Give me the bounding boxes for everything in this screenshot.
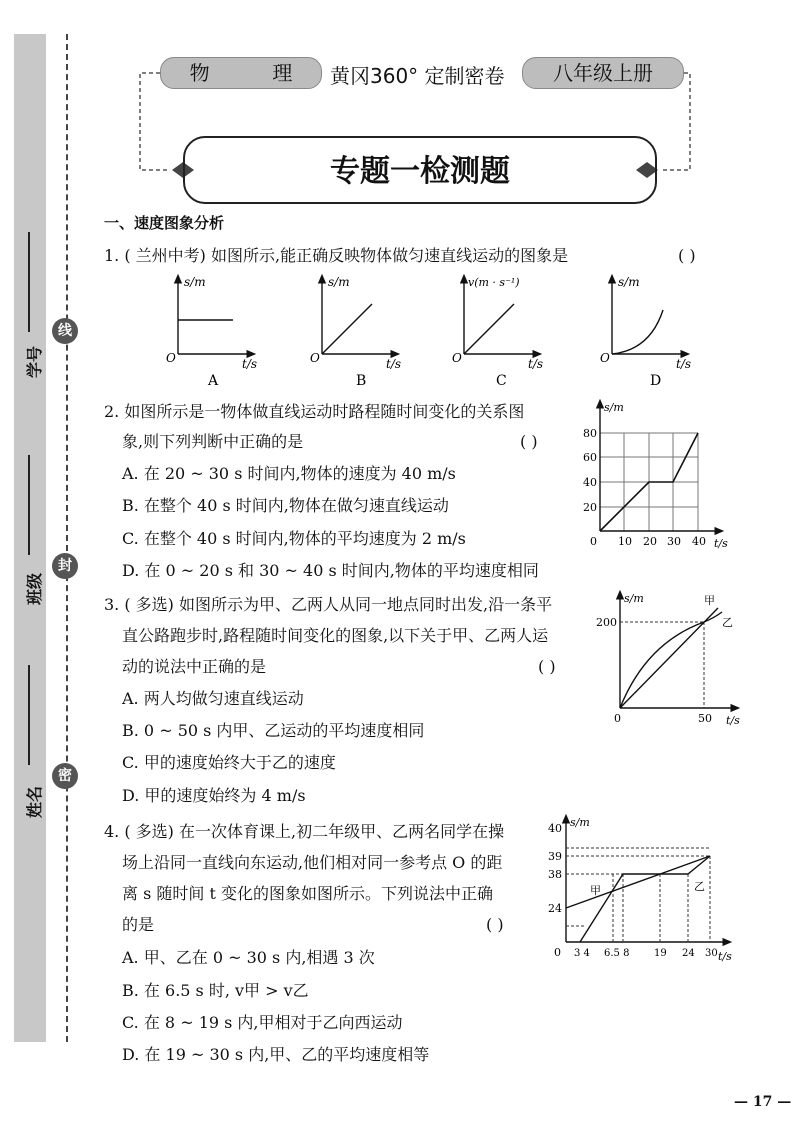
q2-answer-paren: ( ) — [520, 432, 538, 451]
q3-option-c: C. 甲的速度始终大于乙的速度 — [122, 753, 336, 772]
q1-graph-c — [452, 276, 543, 389]
q1b-caption: B — [356, 373, 367, 389]
q4-stem-line2: 场上沿同一直线向东运动,他们相对同一参考点 O 的距 — [122, 853, 503, 872]
q4-ytick-40: 40 — [548, 822, 562, 835]
q3-curve-yi — [620, 612, 722, 708]
page-number: — 17 — — [734, 1094, 792, 1110]
q4-stem-line4: 的是 — [122, 915, 155, 934]
q4-xlabel: t/s — [718, 950, 732, 963]
q2-xtick-30: 30 — [667, 535, 681, 548]
q2-stem-line1: 2. 如图所示是一物体做直线运动时路程随时间变化的关系图 — [104, 402, 525, 421]
q2-origin: 0 — [590, 535, 597, 548]
q4-xtick-6.5-8: 6.5 8 — [604, 948, 630, 959]
q2-xtick-20: 20 — [643, 535, 657, 548]
q3-xlabel: t/s — [726, 714, 740, 727]
q1c-xlabel: t/s — [528, 357, 544, 371]
q1b-xlabel: t/s — [386, 357, 402, 371]
q3-answer-paren: ( ) — [538, 657, 556, 676]
q1a-ylabel: s/m — [184, 275, 206, 289]
q2-option-a: A. 在 20 ~ 30 s 时间内,物体的速度为 40 m/s — [122, 464, 456, 483]
q1c-ylabel: v(m · s⁻¹) — [468, 276, 520, 289]
q4-option-d: D. 在 19 ~ 30 s 内,甲、乙的平均速度相等 — [122, 1045, 430, 1064]
seal-secret: 密 — [52, 763, 78, 789]
q1a-caption: A — [208, 373, 219, 389]
class-label: 班级 — [25, 572, 44, 605]
q2-ytick-20: 20 — [583, 501, 597, 514]
q2-option-c: C. 在整个 40 s 时间内,物体的平均速度为 2 m/s — [122, 529, 466, 548]
q1-stem: 1. ( 兰州中考) 如图所示,能正确反映物体做匀速直线运动的图象是 — [104, 246, 569, 265]
q4-label-yi: 乙 — [694, 880, 705, 893]
q3-xtick-50: 50 — [698, 712, 712, 725]
q4-xtick-24: 24 — [682, 948, 695, 959]
q3-label-jia: 甲 — [704, 594, 715, 607]
q1d-origin: O — [600, 351, 610, 365]
q4-answer-paren: ( ) — [486, 915, 504, 934]
q3-stem-line1: 3. ( 多选) 如图所示为甲、乙两人从同一地点同时出发,沿一条平 — [104, 595, 553, 614]
seal-seal: 封 — [52, 553, 78, 579]
q4-ytick-38: 38 — [548, 868, 562, 881]
q3-chart — [596, 588, 746, 733]
q2-xtick-10: 10 — [618, 535, 632, 548]
q1c-origin: O — [452, 351, 462, 365]
student-id-blank — [28, 232, 30, 332]
q4-origin: 0 — [554, 946, 561, 959]
q4-xtick-3-4: 3 4 — [574, 948, 590, 959]
q1-graph-d — [600, 275, 691, 389]
q3-option-a: A. 两人均做匀速直线运动 — [122, 689, 304, 708]
q3-option-b: B. 0 ~ 50 s 内甲、乙运动的平均速度相同 — [122, 721, 425, 740]
q3-origin: 0 — [614, 712, 621, 725]
q1-answer-paren: ( ) — [678, 246, 696, 265]
class-blank — [28, 455, 30, 555]
q1-graph-b — [310, 275, 401, 389]
q1-graph-a — [166, 275, 257, 389]
q1a-xlabel: t/s — [242, 357, 258, 371]
q2-ytick-40: 40 — [583, 476, 597, 489]
q2-chart — [580, 395, 740, 555]
seal-line: 线 — [52, 318, 78, 344]
q1a-origin: O — [166, 351, 176, 365]
q4-option-c: C. 在 8 ~ 19 s 内,甲相对于乙向西运动 — [122, 1013, 403, 1032]
q4-option-a: A. 甲、乙在 0 ~ 30 s 内,相遇 3 次 — [122, 948, 375, 967]
q2-xlabel: t/s — [714, 537, 728, 550]
q4-stem-line1: 4. ( 多选) 在一次体育课上,初二年级甲、乙两名同学在操 — [104, 822, 505, 841]
q4-ytick-39: 39 — [548, 850, 562, 863]
q4-xtick-30: 30 — [705, 948, 718, 959]
binding-sidebar — [14, 34, 46, 1042]
q2-xtick-40: 40 — [692, 535, 706, 548]
subject-pill — [160, 57, 322, 89]
q4-ytick-24: 24 — [548, 902, 562, 915]
q3-option-d: D. 甲的速度始终为 4 m/s — [122, 786, 306, 805]
subject-char-1: 物 — [189, 61, 210, 85]
q1d-xlabel: t/s — [676, 357, 692, 371]
section-heading: 一、速度图象分析 — [104, 214, 225, 232]
q4-xtick-19: 19 — [654, 948, 667, 959]
q2-ytick-60: 60 — [583, 451, 597, 464]
q2-option-d: D. 在 0 ~ 20 s 和 30 ~ 40 s 时间内,物体的平均速度相同 — [122, 561, 539, 580]
q1b-origin: O — [310, 351, 320, 365]
q1c-caption: C — [496, 373, 507, 389]
q2-option-b: B. 在整个 40 s 时间内,物体在做匀速直线运动 — [122, 496, 449, 515]
q3-ytick-200: 200 — [596, 616, 617, 629]
q3-label-yi: 乙 — [722, 616, 733, 629]
student-id-label: 学号 — [25, 345, 44, 378]
q4-ylabel: s/m — [570, 816, 590, 829]
q1d-ylabel: s/m — [618, 275, 640, 289]
q2-stem-line2: 象,则下列判断中正确的是 — [122, 432, 304, 451]
q3-stem-line3: 动的说法中正确的是 — [122, 657, 267, 676]
q4-stem-line3: 离 s 随时间 t 变化的图象如图所示。下列说法中正确 — [122, 884, 493, 903]
q2-ylabel: s/m — [604, 401, 624, 414]
page-title: 专题一检测题 — [330, 154, 510, 189]
q3-ylabel: s/m — [624, 592, 644, 605]
series-name: 黄冈360° 定制密卷 — [330, 64, 505, 88]
q1-graphs — [160, 270, 720, 390]
q4-option-b: B. 在 6.5 s 时, v甲 > v乙 — [122, 981, 309, 1000]
q1d-caption: D — [650, 373, 662, 389]
q4-chart — [548, 812, 738, 964]
q4-label-jia: 甲 — [590, 884, 601, 897]
binding-dashed-line — [66, 34, 68, 1042]
grade-pill: 八年级上册 — [522, 57, 684, 89]
subject-char-2: 理 — [272, 61, 293, 85]
q3-stem-line2: 直公路跑步时,路程随时间变化的图象,以下关于甲、乙两人运 — [122, 626, 549, 645]
name-label: 姓名 — [25, 785, 44, 818]
q1b-ylabel: s/m — [328, 275, 350, 289]
q4-line-jia — [580, 856, 710, 942]
name-blank — [28, 665, 30, 765]
q2-ytick-80: 80 — [583, 427, 597, 440]
